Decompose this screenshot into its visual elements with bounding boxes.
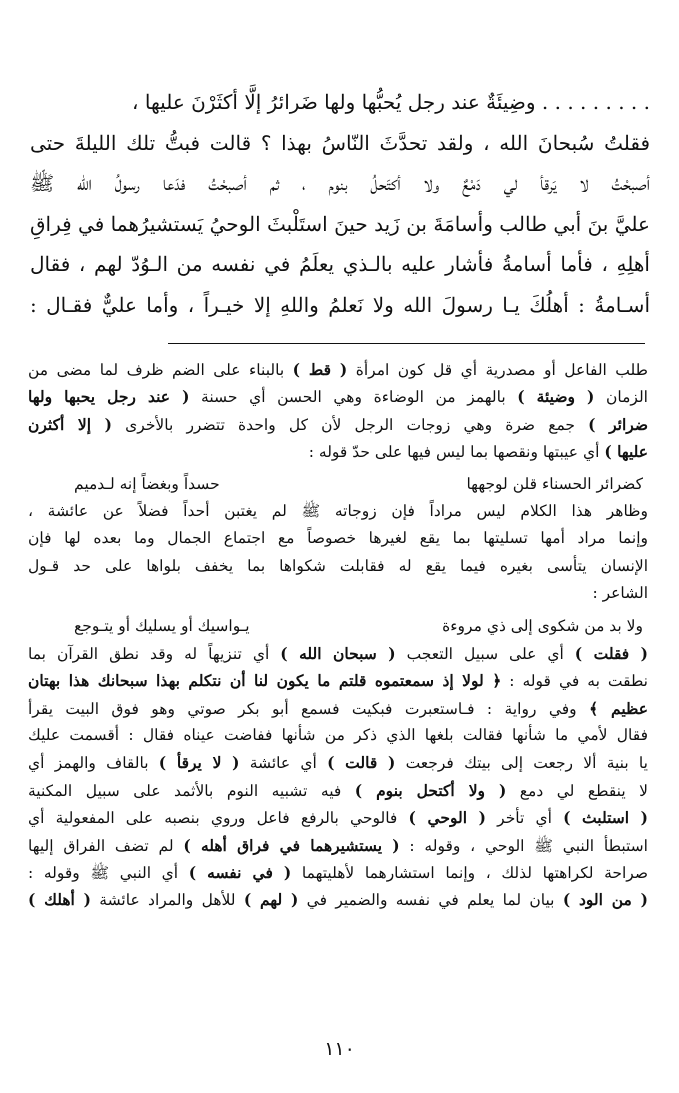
commentary-line: [28, 553, 648, 580]
quoted-term: ( فقلت ): [574, 643, 648, 663]
commentary-text: استبطأ النبي ﷺ الوحي ، وقوله :: [399, 836, 648, 855]
main-text-line: أصبحْتُ لا يَرقأ لي دَمْعٌ ولا أكتَحلُ بنوم ، ثم أصبحْتُ فدَعا رسولُ الله ﷺ: [30, 171, 650, 195]
main-text-line: فقلتُ سُبحانَ الله ، ولقد تحدَّثَ النّاسُ بهذا ؟ قالت فبتُّ تلك الليلةَ حتى: [30, 130, 650, 155]
commentary-text: وظاهر هذا الكلام ليس مراداً فإن زوجاته ﷺ لم يغتبن أحداً فضلاً عن عائشة ،: [28, 501, 648, 520]
commentary-text: وفي رواية : فـاستعبرت فبكيت فسمع أبو بكر صوتي وهو فوق البيت يقرأ: [28, 699, 590, 718]
quoted-term: ( لهم ): [243, 890, 299, 910]
commentary-text: أي تنزيهاً له وقد نطق القرآن بما: [28, 644, 281, 663]
commentary-text: لا ينقطع لي دمع: [506, 781, 648, 800]
verse-second-hemistich: يـواسيك أو يسليك أو يتـوجع: [74, 616, 250, 635]
commentary-line: [28, 411, 648, 438]
quoted-term: ( قالت ): [327, 753, 396, 773]
commentary-text: أي تأخر: [485, 809, 564, 828]
commentary-text: أي عائشة: [239, 754, 328, 773]
commentary-block: [28, 356, 648, 914]
main-text-line: أسـامةُ : أهلُكَ يـا رسولَ الله ولا نَعلمُ واللهِ إلا خيـراً ، وأما عليٌّ فقـال :: [30, 292, 650, 317]
commentary-line: [28, 667, 648, 694]
commentary-text: أي النبي ﷺ وقوله :: [28, 864, 189, 883]
commentary-text: أي على سبيل التعجب: [395, 644, 575, 663]
commentary-text: بالبناء على الضم ظرف لما مضى من: [28, 361, 293, 379]
commentary-line: [28, 383, 648, 410]
quoted-term: ( من الود ): [562, 890, 648, 910]
quoted-term: عليها ): [604, 442, 648, 462]
commentary-line: [28, 886, 648, 913]
commentary-text: جمع ضرة وهي زوجات الرجل لأن كل واحدة تتضرر بالأخرى: [112, 415, 589, 434]
quoted-term: ( لا يرقأ ): [158, 753, 240, 773]
commentary-text: لم تضف الفراق إليها: [28, 836, 184, 855]
verse-second-hemistich: حسداً وبغضاً إنه لـدميم: [74, 474, 220, 493]
main-text-block: [30, 82, 650, 325]
commentary-line: [28, 438, 648, 465]
page-number: ١١٠: [324, 1038, 355, 1060]
commentary-line: [28, 722, 648, 749]
commentary-text: الإنسان يتأسى بغيره فيما يقع له فقابلت شكواها بما يخفف بلواها على حد قـول: [28, 556, 648, 575]
commentary-text: فيه تشبيه النوم بالأثمد على سبيل المكنية: [28, 781, 355, 800]
quoted-term: ( ولا أكتحل بنوم ): [354, 780, 507, 800]
commentary-line: [28, 356, 648, 383]
quoted-term: عظيم ﴾: [589, 698, 648, 718]
commentary-text: أي عيبتها ونقصها بما ليس فيها على حدّ قوله :: [308, 443, 605, 462]
quoted-term: ( وضيئة ): [517, 387, 595, 407]
commentary-text: نطقت به في قوله :: [501, 672, 648, 691]
commentary-line: [28, 749, 648, 776]
commentary-line: [28, 804, 648, 831]
commentary-text: طلب الفاعل أو مصدرية أي قل كون امرأة: [347, 361, 648, 379]
commentary-line: [28, 640, 648, 667]
quoted-term: ( قط ): [292, 360, 348, 379]
quoted-term: ( يستشيرهما في فراق أهله ): [183, 835, 400, 855]
quoted-term: ضرائر ): [588, 414, 648, 434]
commentary-line: [28, 777, 648, 804]
verse-first-hemistich: كضرائر الحسناء قلن لوجهها: [466, 474, 643, 493]
quoted-term: ﴿ لولا إذ سمعتموه قلتم ما يكون لنا أن نتكلم بهذا سبحانك هذا بهتان: [28, 671, 502, 691]
commentary-line: [28, 498, 648, 525]
quoted-term: ( في نفسه ): [188, 863, 292, 883]
commentary-text: فقال لأمي ما شأنها فقالت بلغها الذي ذكر من شأنها ففاضت عيناه فقال : أقسمت عليك: [28, 726, 648, 745]
commentary-line: [28, 525, 648, 552]
main-text-line: عليَّ بنَ أبي طالب وأسامَةَ بن زَيد حينَ استَلْبثَ الوحيُ يَستشيرُهما في فِراقِ: [30, 211, 650, 236]
commentary-text: الشاعر :: [592, 584, 648, 603]
commentary-line: [28, 580, 648, 607]
commentary-text: بالهمز من الوضاءة وهي الحسن أي حسنة: [189, 388, 518, 407]
commentary-line: [28, 695, 648, 722]
commentary-text: بيان لما يعلم في نفسه والضمير في: [298, 891, 563, 910]
commentary-line: [28, 832, 648, 859]
commentary-text: للأهل والمراد عائشة: [90, 891, 244, 910]
commentary-text: الزمان: [594, 388, 648, 407]
poetry-verse: [28, 613, 648, 640]
commentary-text: وإنما مراد أمها تسليتها بما يقع لغيرها خصوصاً مع اجتماع الجمال وما بعده لها فإن: [28, 529, 648, 548]
quoted-term: ( سبحان الله ): [280, 643, 396, 663]
quoted-term: ( إلا أكثرن: [28, 414, 113, 434]
quoted-term: ( الوحي ): [408, 808, 486, 828]
main-text-line: أهلِهِ ، فأما أسامةُ فأشار عليه بالـذي يعلَمُ في نفسه من الـوُدّ لهم ، فقال: [30, 252, 650, 276]
main-text-line: . . . . . . . . . وضِيئَةٌ عند رجل يُحبُّها ولها ضَرائرُ إلَّا أكثَرْنَ عليها ،: [132, 90, 650, 114]
footnote-divider: [168, 343, 645, 344]
verse-first-hemistich: ولا بد من شكوى إلى ذي مروءة: [442, 616, 643, 635]
commentary-line: [28, 859, 648, 886]
commentary-text: فالوحي بالرفع فاعل وروي بنصبه على المفعولية أي: [28, 809, 409, 828]
poetry-verse: [28, 471, 648, 498]
quoted-term: ( استلبث ): [563, 808, 648, 828]
quoted-term: ( أهلك ): [28, 890, 91, 910]
commentary-text: يا بنية ألا رجعت إلى بيتك فرجعت: [395, 754, 648, 773]
quoted-term: ( عند رجل يحبها ولها: [28, 387, 190, 407]
commentary-text: صراحة لكراهتها لذلك ، وإنما استشارهما لأهليتهما: [291, 864, 648, 883]
commentary-text: بالقاف والهمز أي: [28, 754, 159, 773]
